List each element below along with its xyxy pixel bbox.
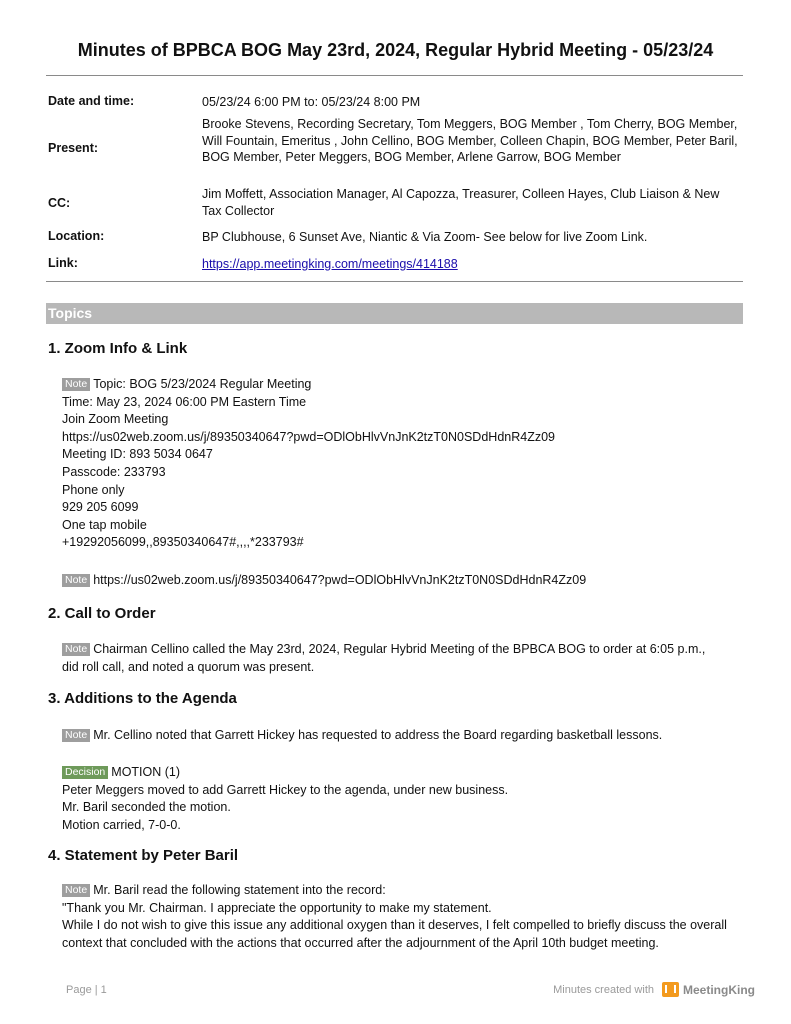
decision-tag: Decision	[62, 766, 108, 779]
note-line: Time: May 23, 2024 06:00 PM Eastern Time	[62, 394, 307, 409]
zoom-url: https://us02web.zoom.us/j/89350340647?pwd=ODlObHlvVnJnK2tzT0N0SDdHdnR4Zz09	[93, 573, 587, 587]
zoom-link-note	[62, 572, 742, 590]
link-label: Link:	[48, 256, 78, 270]
decision-line: Motion carried, 7-0-0.	[62, 817, 181, 832]
note-tag: Note	[62, 643, 90, 656]
section-heading-4: 4. Statement by Peter Baril	[48, 847, 239, 864]
footer-branding	[553, 982, 755, 997]
document-title: Minutes of BPBCA BOG May 23rd, 2024, Regular Hybrid Meeting - 05/23/24	[77, 40, 714, 60]
decision-line: Mr. Baril seconded the motion.	[62, 800, 231, 815]
present-label: Present:	[48, 141, 99, 155]
meetingking-logo-icon	[662, 982, 679, 997]
location-label: Location:	[48, 229, 105, 243]
brand-name: MeetingKing	[683, 982, 755, 997]
title-divider	[46, 75, 743, 76]
statement-note	[62, 882, 740, 952]
meeting-link-wrap	[202, 256, 742, 273]
agenda-note	[62, 727, 742, 745]
zoom-info-note	[62, 376, 742, 552]
section-heading-3: 3. Additions to the Agenda	[48, 690, 237, 707]
location-value: BP Clubhouse, 6 Sunset Ave, Niantic & Via Zoom- See below for live Zoom Link.	[202, 230, 648, 244]
note-tag: Note	[62, 884, 90, 897]
agenda-decision	[62, 764, 742, 834]
note-line: https://us02web.zoom.us/j/89350340647?pwd=ODlObHlvVnJnK2tzT0N0SDdHdnR4Zz09	[62, 429, 555, 444]
page-number: Page | 1	[66, 984, 107, 996]
note-line: Passcode: 233793	[62, 464, 166, 479]
created-with-text: Minutes created with	[553, 983, 654, 996]
meta-divider	[46, 281, 743, 282]
note-line: 929 205 6099	[62, 500, 139, 515]
cc-label: CC:	[48, 196, 71, 210]
date-label: Date and time:	[48, 94, 135, 108]
decision-line: Peter Meggers moved to add Garrett Hickey to the agenda, under new business.	[62, 782, 509, 797]
note-line: Meeting ID: 893 5034 0647	[62, 447, 213, 462]
decision-line: MOTION (1)	[111, 765, 181, 779]
note-text: While I do not wish to give this issue any additional oxygen than it deserves, I felt compelled to briefly discuss the overall context that concluded with the actions that occurred after the adjournment of the April 10th budget meeting.	[62, 918, 727, 950]
note-text: Mr. Baril read the following statement into the record:	[93, 883, 386, 897]
note-text: Mr. Cellino noted that Garrett Hickey has requested to address the Board regarding basketball lessons.	[93, 728, 663, 742]
section-heading-1: 1. Zoom Info & Link	[48, 340, 188, 357]
present-value: Brooke Stevens, Recording Secretary, Tom Meggers, BOG Member , Tom Cherry, BOG Member, Will Fountain, Emeritus , John Cellino, BOG Member, Colleen Chapin, BOG Member, Peter Baril, BOG Member, Peter Meggers, BOG Member, Arlene Garrow, BOG Member	[202, 117, 738, 164]
note-text: Chairman Cellino called the May 23rd, 2024, Regular Hybrid Meeting of the BPBCA BOG to order at 6:05 p.m., did roll call, and noted a quorum was present.	[62, 642, 706, 674]
note-line: Phone only	[62, 482, 125, 497]
topics-heading: Topics	[46, 303, 743, 324]
note-line: +19292056099,,89350340647#,,,,*233793#	[62, 535, 304, 550]
note-text: "Thank you Mr. Chairman. I appreciate the opportunity to make my statement.	[62, 900, 492, 915]
meeting-link[interactable]: https://app.meetingking.com/meetings/414188	[202, 257, 458, 271]
call-to-order-note	[62, 641, 722, 676]
section-heading-2: 2. Call to Order	[48, 605, 156, 622]
note-line: One tap mobile	[62, 517, 147, 532]
note-line: Topic: BOG 5/23/2024 Regular Meeting	[93, 377, 312, 391]
note-tag: Note	[62, 378, 90, 391]
note-tag: Note	[62, 574, 90, 587]
date-value: 05/23/24 6:00 PM to: 05/23/24 8:00 PM	[202, 95, 421, 109]
cc-value: Jim Moffett, Association Manager, Al Capozza, Treasurer, Colleen Hayes, Club Liaison & New Tax Collector	[202, 187, 720, 218]
note-line: Join Zoom Meeting	[62, 412, 169, 427]
note-tag: Note	[62, 729, 90, 742]
